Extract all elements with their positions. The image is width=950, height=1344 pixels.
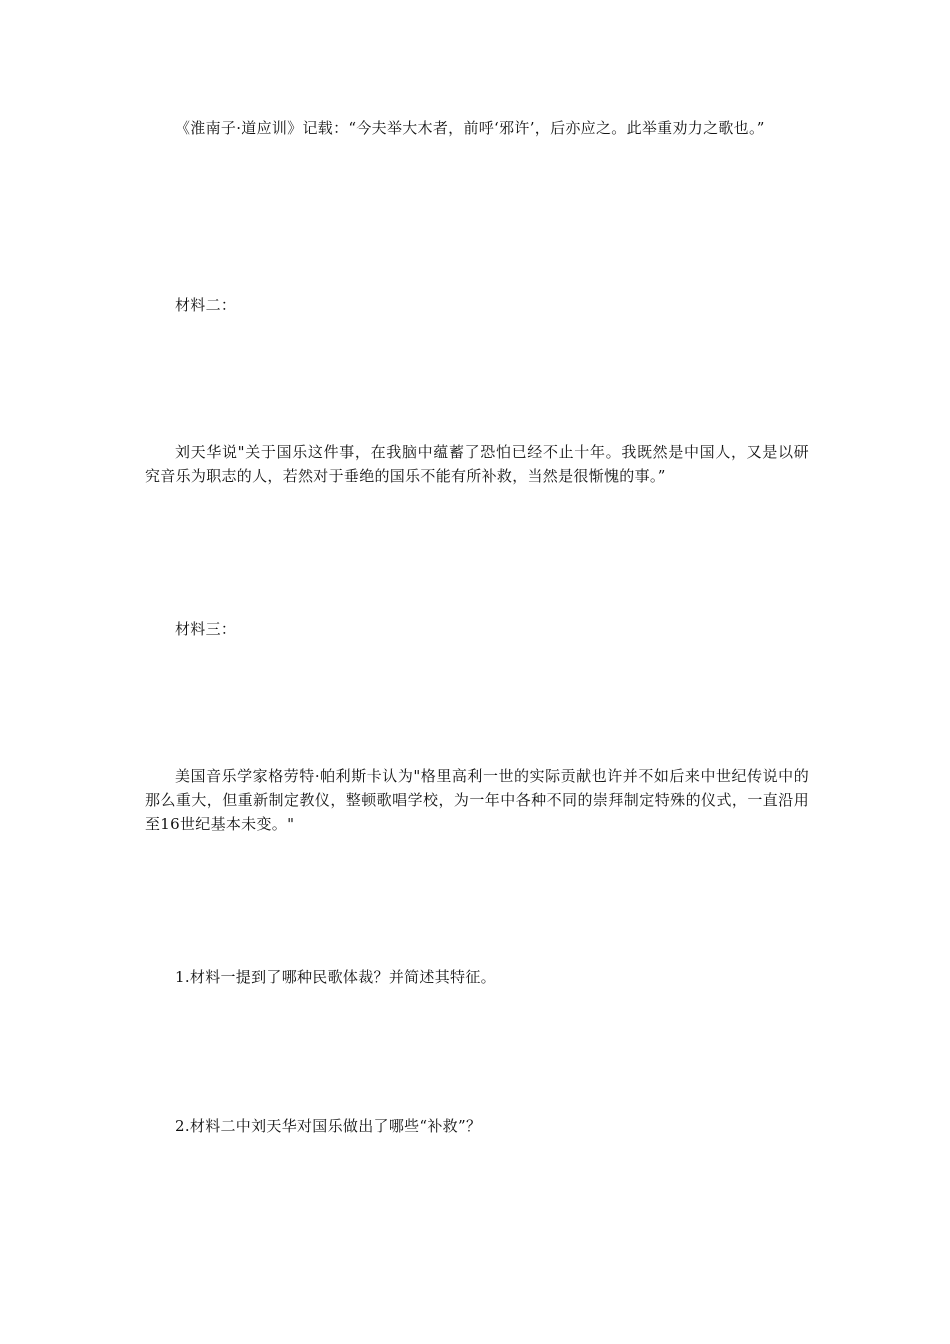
question-one: 1.材料一提到了哪种民歌体裁？并简述其特征。: [175, 968, 496, 986]
material-one-quote: 《淮南子·道应训》记载：“今夫举大木者，前呼‘邪许’，后亦应之。此举重劝力之歌也。”: [175, 119, 765, 137]
material-three-label: 材料三：: [175, 620, 237, 638]
question-two: 2.材料二中刘天华对国乐做出了哪些“补救”？: [175, 1117, 482, 1135]
material-two-label: 材料二：: [175, 296, 237, 314]
material-two-text: 刘天华说"关于国乐这件事，在我脑中蕴蓄了恐怕已经不止十年。我既然是中国人，又是以研究音乐为职志的人，若然对于垂绝的国乐不能有所补救，当然是很惭愧的事。”: [145, 443, 809, 485]
material-three-text: 美国音乐学家格劳特·帕利斯卡认为"格里高利一世的实际贡献也许并不如后来中世纪传说中的那么重大，但重新制定教仪，整顿歌唱学校，为一年中各种不同的崇拜制定特殊的仪式，一直沿用至16世纪基本未变。": [145, 767, 809, 833]
